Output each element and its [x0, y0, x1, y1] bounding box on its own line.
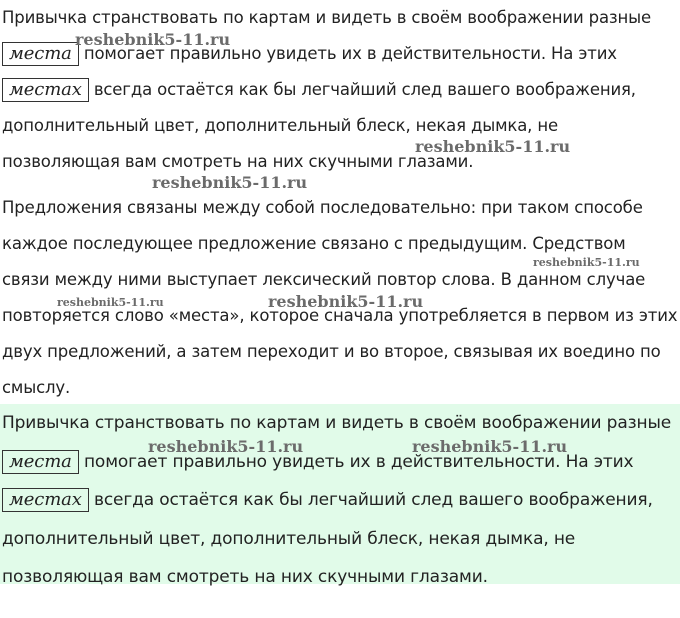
paragraph-original	[0, 0, 680, 180]
paragraph-text: всегда остаётся как бы легчайший след вашего воображения, дополнительный цвет, дополнительный блеск, некая дымка, не позволяющая вам смотреть на них скучными глазами.	[2, 490, 653, 587]
paragraph-text: Привычка странствовать по картам и видеть в своём воображении разные	[2, 8, 652, 27]
watermark: reshebnik5-11.ru	[75, 30, 231, 49]
watermark: reshebnik5-11.ru	[268, 292, 424, 311]
watermark: reshebnik5-11.ru	[415, 137, 571, 156]
paragraph-text: помогает правильно увидеть их в действительности. На этих	[78, 451, 634, 472]
paragraph-text: помогает правильно увидеть их в действительности. На этих	[78, 44, 617, 63]
boxed-word-mesta: места	[2, 42, 79, 66]
paragraph-explanation: Предложения связаны между собой последовательно: при таком способе каждое последующее предложение связано с предыдущим. Средством связи между ними выступает лексический повтор слова. В данном случае повторяется слово «места», которое сначала употребляется в первом из этих двух предложений, а затем переходит и во второе, связывая их воедино по смыслу.	[2, 198, 678, 397]
paragraph-text: всегда остаётся как бы легчайший след вашего воображения, дополнительный цвет, дополнительный блеск, некая дымка, не позволяющая вам смотреть на них скучными глазами.	[2, 80, 636, 171]
boxed-word-mestah: местах	[2, 78, 89, 102]
paragraph-text: Привычка странствовать по картам и видеть в своём воображении разные	[2, 413, 672, 433]
watermark: reshebnik5-11.ru	[152, 173, 308, 192]
watermark: reshebnik5-11.ru	[148, 437, 304, 456]
boxed-word-mesta: места	[2, 450, 79, 474]
paragraph-highlighted	[0, 404, 680, 597]
boxed-word-mestah: местах	[2, 488, 89, 512]
watermark: reshebnik5-11.ru	[533, 256, 640, 269]
watermark: reshebnik5-11.ru	[412, 437, 568, 456]
watermark: reshebnik5-11.ru	[57, 296, 164, 309]
